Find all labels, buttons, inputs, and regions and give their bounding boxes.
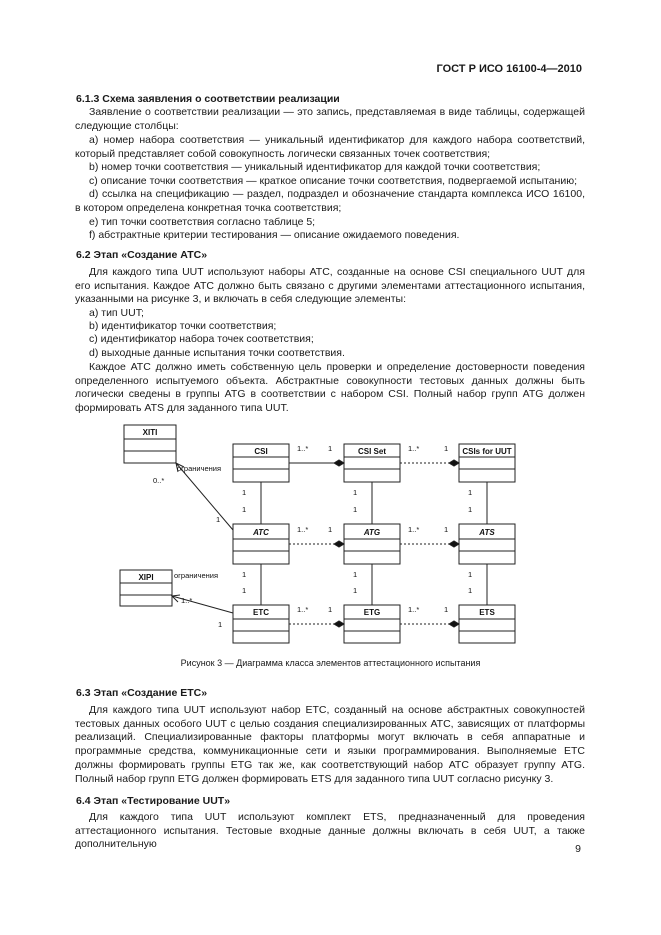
mult-etc-xipi: 1 <box>218 620 223 629</box>
mult-v-8: 1 <box>242 586 247 595</box>
s63-paragraph: Для каждого типа UUT используют набор ЕТС, созданный на основе абстрактных совокупностей тестовых данных особого UUT с целью создания специализированных АТС, зависящих от платформы реализаций. Специализированные факторы платформы могут включать в себя аппаратные и программные средства, коммуникационные сети и языки программирования. Выполняемые ЕТС должны формировать группы ETG так же, как соответствующий набор АТС образует группу ATG. Полный набор групп ETG должен формировать ETS для заданного типа UUT согласно рисунку 3. <box>75 704 585 785</box>
document-header: ГОСТ Р ИСО 16100-4—2010 <box>436 63 582 75</box>
mult-v-5: 1 <box>468 488 473 497</box>
s613-intro: Заявление о соответствии реализации — это запись, представляемая в виде таблицы, содержащей следующие столбцы: <box>75 106 585 132</box>
mult-atg-1: 1 <box>328 525 333 534</box>
figure-caption: Рисунок 3 — Диаграмма класса элементов аттестационного испытания <box>180 658 481 668</box>
mult-csiset-csisforuut: 1..* <box>408 444 420 453</box>
s62-intro: Для каждого типа UUT используют наборы АТС, созданные на основе CSI специального UUT для его испытания. Каждое АТС должно быть связано с другими элементами аттестационного испытания, указанными на рисунке 3, и включать в себя следующие элементы: <box>75 266 585 306</box>
mult-etg-1: 1 <box>328 605 333 614</box>
mult-csiset-1: 1 <box>328 444 333 453</box>
mult-ets-1: 1 <box>444 605 449 614</box>
s62-item-b: b) идентификатор точки соответствия; <box>89 320 277 332</box>
s613-item-f: f) абстрактные критерии тестирования — описание ожидаемого поведения. <box>89 229 460 241</box>
xipi-name: XIPI <box>138 573 154 582</box>
atc-name: ATC <box>253 528 269 537</box>
csi-name: CSI <box>254 447 268 456</box>
s613-item-a: a) номер набора соответствия — уникальный идентификатор для каждого набора соответствий, который представляет собой совокупность логически связанных точек соответствия; <box>75 134 585 160</box>
mult-v-12: 1 <box>468 586 473 595</box>
s64-paragraph: Для каждого типа UUT используют комплект ETS, предназначенный для проведения аттестационного испытания. Тестовые входные данные должны включать в себя UUT, а также дополнительную <box>75 811 585 851</box>
etg-name: ETG <box>363 608 381 617</box>
section-6-4-heading: 6.4 Этап «Тестирование UUT» <box>76 795 231 807</box>
s613-item-b: b) номер точки соответствия — уникальный идентификатор для каждой точки соответствия; <box>89 161 541 173</box>
mult-ats-1: 1 <box>444 525 449 534</box>
s62-item-c: c) идентификатор набора точек соответствия; <box>89 333 314 345</box>
mult-v-6: 1 <box>468 505 473 514</box>
csi-set-name: CSI Set <box>357 447 387 456</box>
s62-outro: Каждое АТС должно иметь собственную цель проверки и определение достоверности поведения определенного испытуемого объекта. Абстрактные совокупности тестовых данных должны быть логически сведены в группы ATG в соответствии с набором CSI. Полный набор групп ATG должен формировать ATS для заданного типа UUT. <box>75 361 585 415</box>
mult-v-1: 1 <box>242 488 247 497</box>
section-6-1-3-heading: 6.1.3 Схема заявления о соответствии реализации <box>76 93 340 105</box>
mult-etg-ets: 1..* <box>408 605 420 614</box>
mult-v-3: 1 <box>353 488 358 497</box>
ets-name: ETS <box>479 608 495 617</box>
csis-for-uut-name: CSIs for UUT <box>462 447 512 456</box>
constraint-label-xiti: ограничения <box>177 464 222 473</box>
mult-v-11: 1 <box>468 570 473 579</box>
s613-item-e: e) тип точки соответствия согласно таблице 5; <box>89 216 316 228</box>
mult-csisforuut-1: 1 <box>444 444 449 453</box>
mult-v-10: 1 <box>353 586 358 595</box>
constraint-label-xipi: ограничения <box>174 571 219 580</box>
s62-item-a: a) тип UUT; <box>89 307 144 319</box>
mult-v-9: 1 <box>353 570 358 579</box>
mult-v-7: 1 <box>242 570 247 579</box>
xiti-name: XITI <box>142 428 158 437</box>
mult-xipi: 1..* <box>181 596 193 605</box>
mult-csi-csiset: 1..* <box>297 444 309 453</box>
etc-name: ETC <box>253 608 269 617</box>
s62-item-d: d) выходные данные испытания точки соответствия. <box>89 347 345 359</box>
mult-xiti: 0..* <box>153 476 165 485</box>
page-number: 9 <box>575 843 581 855</box>
mult-v-2: 1 <box>242 505 247 514</box>
section-6-3-heading: 6.3 Этап «Создание ЕТС» <box>76 687 208 699</box>
section-6-2-heading: 6.2 Этап «Создание АТС» <box>76 249 208 261</box>
s613-item-d: d) ссылка на спецификацию — раздел, подраздел и обозначение стандарта комплекса ИСО 16100, в котором определена конкретная точка соответствия; <box>75 188 585 214</box>
mult-atg-ats: 1..* <box>408 525 420 534</box>
mult-atc-atg: 1..* <box>297 525 309 534</box>
mult-v-4: 1 <box>353 505 358 514</box>
atg-name: ATG <box>363 528 381 537</box>
mult-etc-etg: 1..* <box>297 605 309 614</box>
s613-item-c: c) описание точки соответствия — краткое описание точки соответствия, подвергаемой испытанию; <box>89 175 578 187</box>
mult-atc-xiti: 1 <box>216 515 221 524</box>
ats-name: ATS <box>479 528 495 537</box>
